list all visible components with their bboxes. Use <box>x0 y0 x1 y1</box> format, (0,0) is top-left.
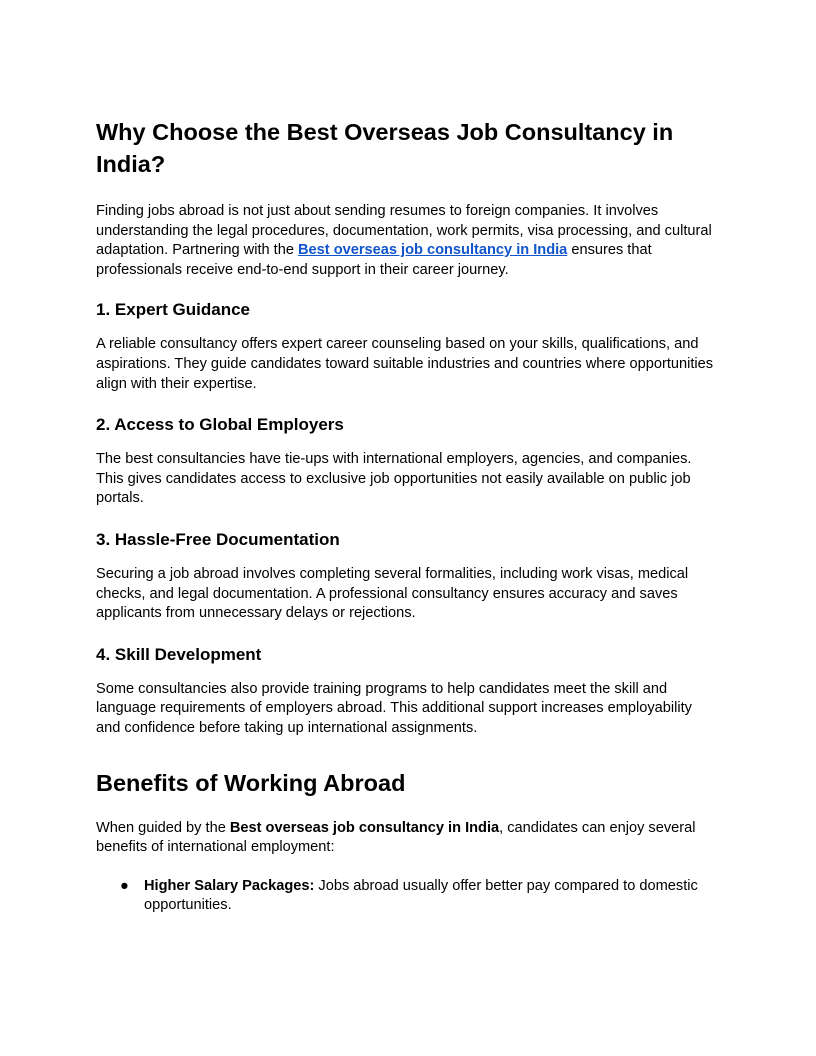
list-item-label: Higher Salary Packages: <box>144 877 315 894</box>
section-heading-expert-guidance: 1. Expert Guidance <box>96 300 250 320</box>
benefits-list <box>96 877 720 916</box>
section-heading-skill-development: 4. Skill Development <box>96 644 262 664</box>
intro-paragraph <box>96 202 720 280</box>
section-body-global-employers: The best consultancies have tie-ups with international employers, agencies, and companies. This gives candidates access to exclusive job opportunities not easily available on public job portals. <box>96 451 692 507</box>
benefits-intro-bold: Best overseas job consultancy in India <box>229 819 500 836</box>
intro-text-before: Finding jobs abroad is not just about sending resumes to foreign companies. It involves understanding the legal procedures, documentation, work permits, visa processing, and cultural adaptation. Partnering with the <box>96 203 712 259</box>
intro-text-after: ensures that professionals receive end-to-end support in their career journey. <box>96 242 652 278</box>
document-page <box>96 116 720 916</box>
list-item-text: Jobs abroad usually offer better pay compared to domestic opportunities. <box>144 877 698 914</box>
benefits-intro <box>96 819 720 858</box>
section-heading-global-employers: 2. Access to Global Employers <box>96 415 344 435</box>
section-body-documentation: Securing a job abroad involves completing several formalities, including work visas, medical checks, and legal documentation. A professional consultancy ensures accuracy and saves applicants from unnecessary delays or rejections. <box>96 565 689 622</box>
consultancy-link[interactable]: Best overseas job consultancy in India <box>298 242 568 259</box>
section-body-skill-development: Some consultancies also provide training programs to help candidates meet the skill and language requirements of employers abroad. This additional support increases employability and confidence before taking up international assignments. <box>96 680 692 736</box>
page-title: Why Choose the Best Overseas Job Consultancy in India? <box>96 119 674 177</box>
benefits-heading: Benefits of Working Abroad <box>96 769 406 796</box>
section-heading-documentation: 3. Hassle-Free Documentation <box>96 529 340 549</box>
benefits-intro-before: When guided by the <box>96 819 230 836</box>
section-body-expert-guidance: A reliable consultancy offers expert career counseling based on your skills, qualifications, and aspirations. They guide candidates toward suitable industries and countries where opportunities align with their expertise. <box>96 336 714 392</box>
list-item <box>96 877 720 916</box>
benefits-intro-after: , candidates can enjoy several benefits of international employment: <box>96 819 696 856</box>
bullet-icon: ● <box>120 877 129 894</box>
